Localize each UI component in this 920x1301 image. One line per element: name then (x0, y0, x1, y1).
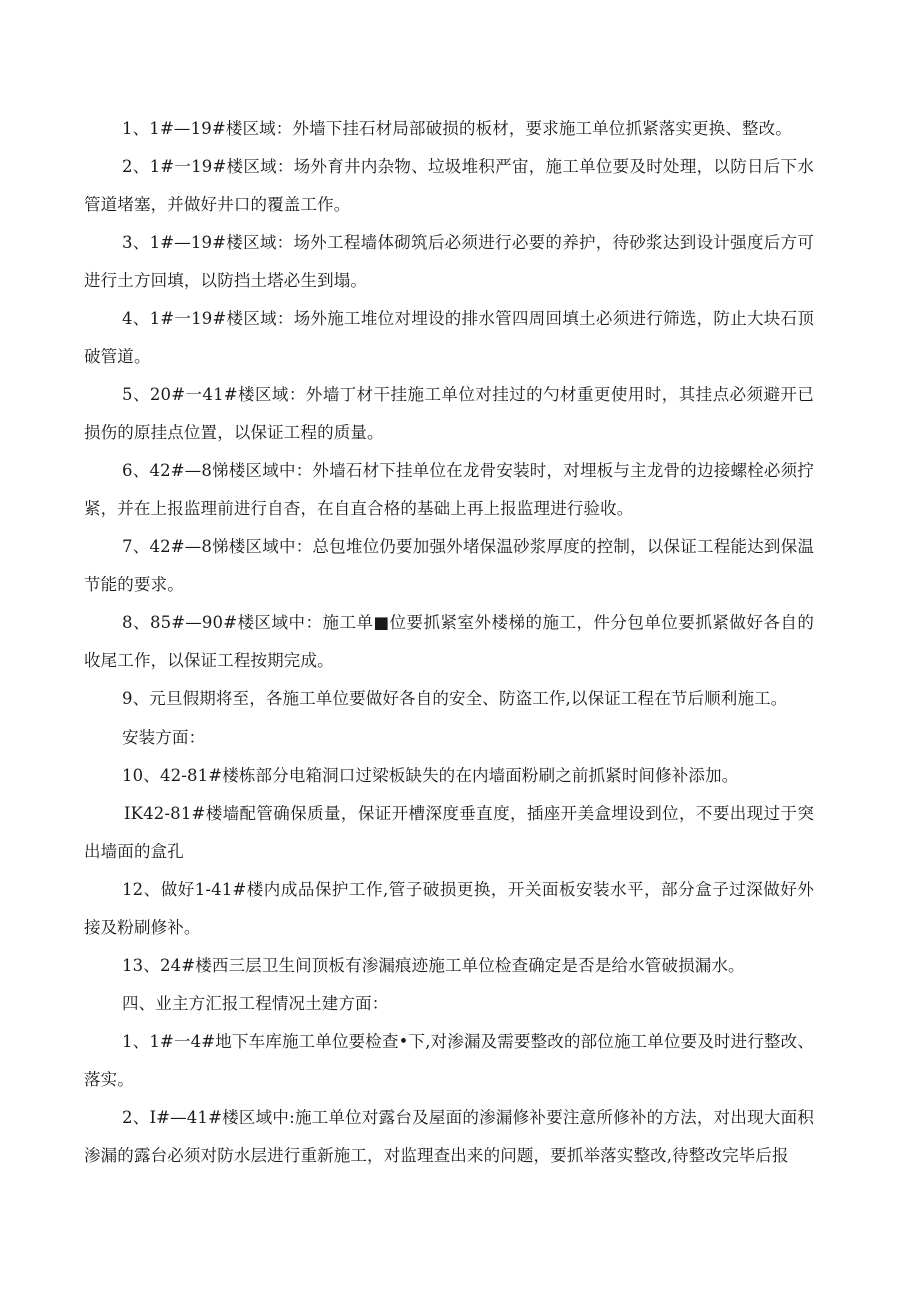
paragraph-item-9: 9、元旦假期将至，各施工单位要做好各自的安全、防盗工作,以保证工程在节后顺利施工。 (122, 689, 788, 708)
paragraph-item-11: IK42-81#楼墙配管确保质量，保证开槽深度垂直度，插座开美盒埋设到位，不要出现过于突出墙面的盒孔 (84, 804, 814, 861)
paragraph-item-10: 10、42-81#楼栋部分电箱洞口过梁板缺失的在内墙面粉刷之前抓紧时间修补添加。 (122, 766, 739, 785)
paragraph-item-13: 13、24#楼西三层卫生间顶板有渗漏痕迹施工单位检查确定是否是给水管破损漏水。 (122, 956, 745, 975)
section-heading-installation: 安装方面： (122, 728, 206, 747)
section-heading-owner-report: 四、业主方汇报工程情况土建方面： (122, 994, 389, 1013)
paragraph-item-6: 6、42#—8悌楼区域中：外墙石材下挂单位在龙骨安装时，对埋板与主龙骨的边接螺栓必须拧紧，并在上报监理前进行自杳，在自直合格的基础上再上报监理进行验收。 (84, 461, 814, 518)
paragraph-item-2: 2、1#一19#楼区域：场外育井内杂物、垃圾堆积严宙，施工单位要及时处理，以防日后下水管道堵塞，并做好井口的覆盖工作。 (84, 157, 814, 214)
paragraph-item-1: 1、1#—19#楼区域：外墙下挂石材局部破损的板材，要求施工单位抓紧落实更换、整改。 (122, 119, 792, 138)
paragraph-item-4: 4、1#一19#楼区域：场外施工堆位对埋设的排水管四周回填土必须进行筛选，防止大块石顶破管道。 (84, 309, 814, 366)
paragraph-item-owner-1: 1、1#一4#地下车库施工单位要检查•下,对渗漏及需要整改的部位施工单位要及时进行整改、落实。 (84, 1032, 814, 1089)
paragraph-item-owner-2: 2、I#—41#楼区域中:施工单位对露台及屋面的渗漏修补要注意所修补的方法，对出现大面积渗漏的露台必须对防水层进行重新施工，对监理查出来的问题，要抓举落实整改,待整改完毕后报 (84, 1108, 814, 1165)
paragraph-item-3: 3、1#—19#楼区域：场外工程墙体砌筑后必须进行必要的养护，待砂浆达到设计强度后方可进行土方回填，以防挡土塔必生到塌。 (84, 233, 814, 290)
paragraph-item-12: 12、做好1-41#楼内成品保护工作,管子破损更换，开关面板安装水平，部分盒子过深做好外接及粉刷修补。 (84, 880, 814, 937)
paragraph-item-7: 7、42#—8悌楼区域中：总包堆位仍要加强外堵保温砂浆厚度的控制，以保证工程能达到保温节能的要求。 (84, 537, 814, 594)
paragraph-item-5: 5、20#一41#楼区域：外墙丁材干挂施工单位对挂过的勺材重更使用时，其挂点必须避开已损伤的原挂点位置，以保证工程的质量。 (84, 385, 814, 442)
paragraph-item-8: 8、85#—90#楼区域中：施工单■位要抓紧室外楼梯的施工，件分包单位要抓紧做好各自的收尾工作，以保证工程按期完成。 (84, 613, 814, 670)
